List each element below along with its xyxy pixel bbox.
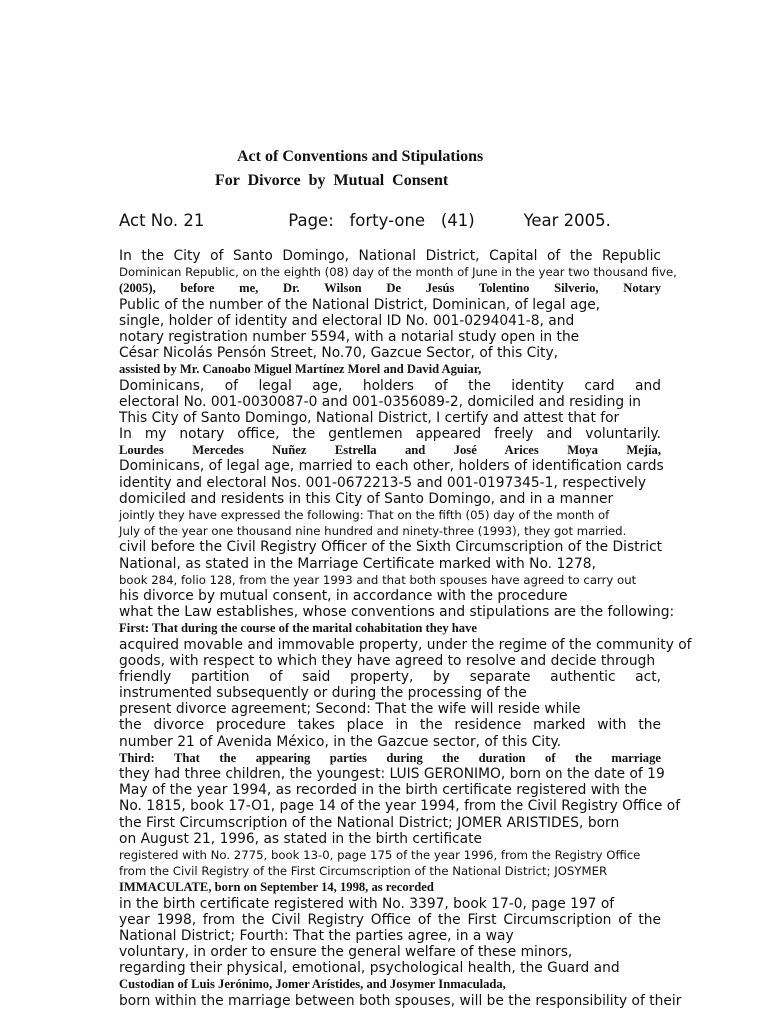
- text-line: registered with No. 2775, book 13-0, page 175 of the year 1996, from the Registry Office: [119, 847, 641, 862]
- text-line: Custodian of Luis Jerónimo, Jomer Arístides, and Josymer Inmaculada,: [119, 977, 506, 992]
- text-line: the First Circumscription of the National District; JOMER ARISTIDES, born: [119, 814, 620, 831]
- text-line: acquired movable and immovable property, under the regime of the community of: [119, 636, 692, 653]
- text-line: National, as stated in the Marriage Certificate marked with No. 1278,: [119, 555, 596, 572]
- text-line: in the birth certificate registered with No. 3397, book 17-0, page 197 of: [119, 895, 615, 912]
- text-line: instrumented subsequently or during the processing of the: [119, 685, 527, 702]
- document-title: Act of Conventions and Stipulations: [237, 148, 484, 165]
- text-line: notary registration number 5594, with a notarial study open in the: [119, 328, 580, 345]
- text-line: jointly they have expressed the following: That on the fifth (05) day of the month of: [119, 508, 610, 522]
- text-line: from the Civil Registry of the First Circumscription of the National District; JOSYMER: [119, 864, 608, 879]
- act-info-line: [119, 211, 611, 230]
- text-line: (2005), before me, Dr. Wilson De Jesús Tolentino Silverio, Notary: [119, 281, 661, 296]
- text-line: year 1998, from the Civil Registry Office of the First Circumscription of the: [119, 911, 661, 928]
- text-line: civil before the Civil Registry Officer of the Sixth Circumscription of the District: [119, 539, 663, 556]
- text-line: regarding their physical, emotional, psychological health, the Guard and: [119, 960, 620, 977]
- document-body: [119, 248, 719, 1009]
- text-line: single, holder of identity and electoral ID No. 001-0294041-8, and: [119, 312, 575, 329]
- text-line: present divorce agreement; Second: That the wife will reside while: [119, 701, 581, 718]
- text-line: César Nicolás Pensón Street, No.70, Gazcue Sector, of this City,: [119, 345, 559, 362]
- text-line: electoral No. 001-0030087-0 and 001-0356089-2, domiciled and residing in: [119, 393, 642, 410]
- text-line: This City of Santo Domingo, National District, I certify and attest that for: [119, 409, 620, 426]
- text-line: Dominican Republic, on the eighth (08) day of the month of June in the year two thousand five,: [119, 265, 677, 280]
- text-line: Public of the number of the National District, Dominican, of legal age,: [119, 296, 601, 313]
- text-line: No. 1815, book 17-O1, page 14 of the year 1994, from the Civil Registry Office of: [119, 798, 681, 815]
- text-line: on August 21, 1996, as stated in the birth certificate: [119, 830, 482, 847]
- act-number: Act No. 21: [119, 211, 205, 230]
- text-line: identity and electoral Nos. 001-0672213-5 and 001-0197345-1, respectively: [119, 474, 646, 491]
- text-line: they had three children, the youngest: LUIS GERONIMO, born on the date of 19: [119, 766, 665, 782]
- text-line: what the Law establishes, whose conventions and stipulations are the following:: [119, 604, 675, 621]
- text-line: In my notary office, the gentlemen appeared freely and voluntarily.: [119, 426, 661, 443]
- text-line: July of the year one thousand nine hundred and ninety-three (1993), they got married.: [119, 524, 627, 539]
- text-line: National District; Fourth: That the parties agree, in a way: [119, 927, 514, 944]
- text-line: goods, with respect to which they have agreed to resolve and decide through: [119, 652, 656, 669]
- text-line: book 284, folio 128, from the year 1993 and that both spouses have agreed to carry out: [119, 572, 637, 587]
- text-line: Lourdes Mercedes Nuñez Estrella and José Arices Moya Mejía,: [119, 443, 661, 458]
- text-line: friendly partition of said property, by separate authentic act,: [119, 668, 661, 685]
- text-line: the divorce procedure takes place in the residence marked with the: [119, 717, 661, 734]
- page-number: Page: forty-one (41): [288, 211, 475, 230]
- text-line: Dominicans, of legal age, married to each other, holders of identification cards: [119, 458, 664, 475]
- text-line: Third: That the appearing parties during the duration of the marriage: [119, 750, 661, 765]
- text-line: his divorce by mutual consent, in accordance with the procedure: [119, 587, 568, 604]
- text-line: number 21 of Avenida México, in the Gazcue sector, of this City.: [119, 733, 562, 750]
- text-line: IMMACULATE, born on September 14, 1998, as recorded: [119, 880, 434, 895]
- text-line: domiciled and residents in this City of Santo Domingo, and in a manner: [119, 490, 614, 507]
- text-line: Dominicans, of legal age, holders of the identity card and: [119, 377, 661, 394]
- text-line: May of the year 1994, as recorded in the birth certificate registered with the: [119, 782, 648, 799]
- document-subtitle: For Divorce by Mutual Consent: [215, 172, 449, 189]
- act-year: Year 2005.: [523, 211, 611, 230]
- text-line: In the City of Santo Domingo, National District, Capital of the Republic: [119, 248, 661, 264]
- text-line: voluntary, in order to ensure the general welfare of these minors,: [119, 944, 573, 961]
- text-line: First: That during the course of the marital cohabitation they have: [119, 621, 477, 636]
- text-line: born within the marriage between both spouses, will be the responsibility of their: [119, 992, 682, 1009]
- text-line: assisted by Mr. Canoabo Miguel Martínez Morel and David Aguiar,: [119, 362, 482, 377]
